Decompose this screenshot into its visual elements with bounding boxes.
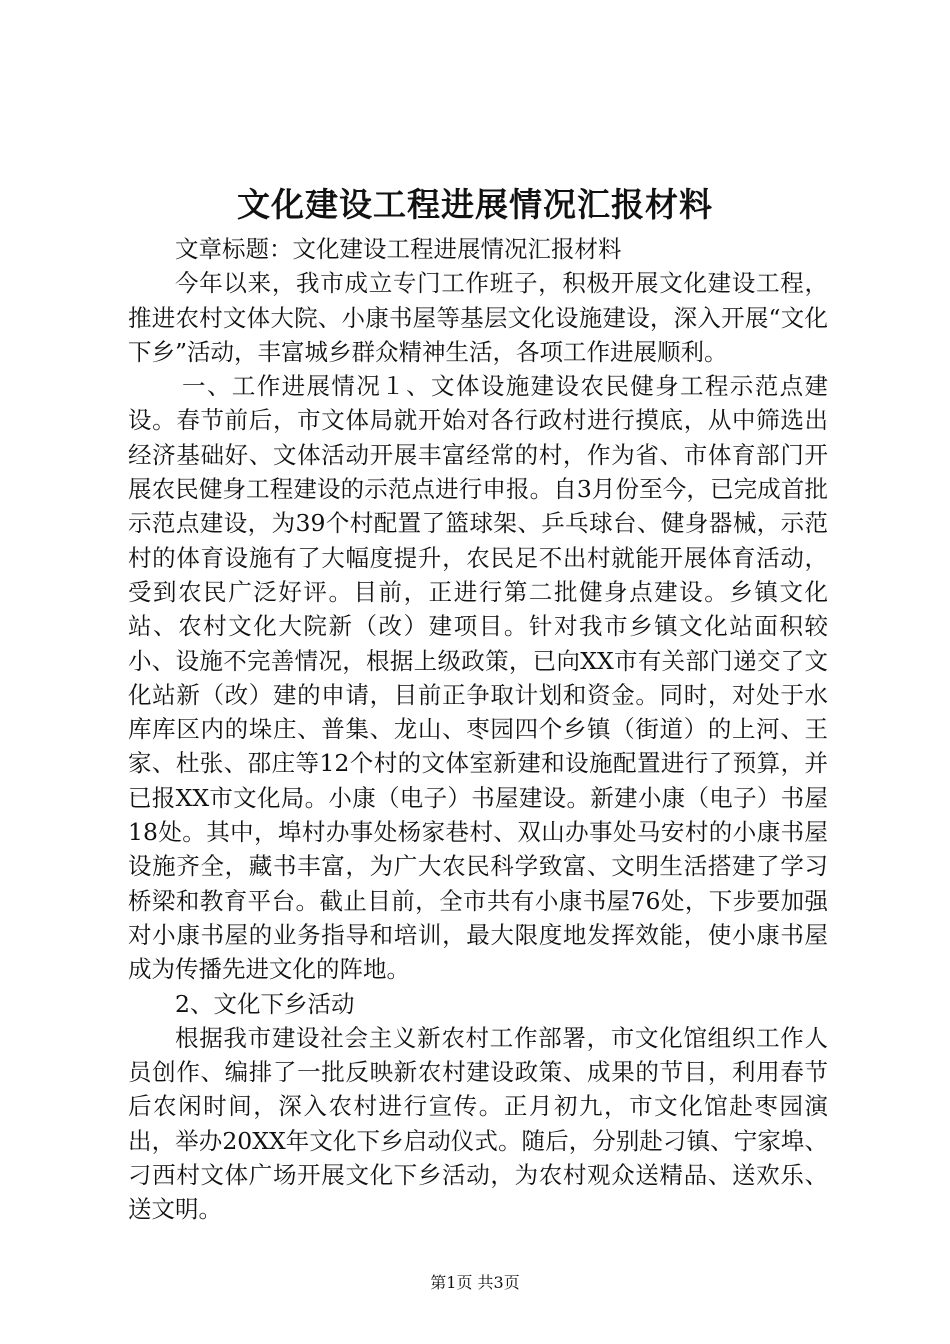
paragraph-heading-culture-to-countryside: 2、文化下乡活动: [175, 989, 355, 1018]
paragraph-culture-activities: 根据我市建设社会主义新农村工作部署，市文化馆组织工作人员创作、编排了一批反映新农村建设政策、成果的节目，利用春节后农闲时间，深入农村进行宣传。正月初九，市文化馆赴枣园演出，举办20XX年文化下乡启动仪式。随后，分别赴刁镇、宁家埠、刁西村文体广场开展文化下乡活动，为农村观众送精品、送欢乐、送文明。: [128, 1023, 828, 1224]
paragraph-progress: 一、工作进展情况１、文体设施建设农民健身工程示范点建设。春节前后，市文体局就开始对各行政村进行摸底，从中筛选出经济基础好、文体活动开展丰富经常的村，作为省、市体育部门开展农民健身工程建设的示范点进行申报。自3月份至今，已完成首批示范点建设，为39个村配置了篮球架、乒乓球台、健身器械，示范村的体育设施有了大幅度提升，农民足不出村就能开展体育活动，受到农民广泛好评。目前，正进行第二批健身点建设。乡镇文化站、农村文化大院新（改）建项目。针对我市乡镇文化站面积较小、设施不完善情况，根据上级政策，已向XX市有关部门递交了文化站新（改）建的申请，目前正争取计划和资金。同时，对处于水库库区内的垛庄、普集、龙山、枣园四个乡镇（街道）的上河、王家、杜张、邵庄等12个村的文体室新建和设施配置进行了预算，并已报XX市文化局。小康（电子）书屋建设。新建小康（电子）书屋18处。其中，埠村办事处杨家巷村、双山办事处马安村的小康书屋设施齐全，藏书丰富，为广大农民科学致富、文明生活搭建了学习桥梁和教育平台。截止目前，全市共有小康书屋76处，下步要加强对小康书屋的业务指导和培训，最大限度地发挥效能，使小康书屋成为传播先进文化的阵地。: [128, 372, 828, 984]
paragraph-intro: 今年以来，我市成立专门工作班子，积极开展文化建设工程，推进农村文体大院、小康书屋等基层文化设施建设，深入开展“文化下乡”活动，丰富城乡群众精神生活，各项工作进展顺利。: [128, 269, 828, 366]
document-title: 文化建设工程进展情况汇报材料: [237, 185, 713, 224]
page-number-footer: 第1页 共3页: [430, 1273, 520, 1292]
document-body: [128, 232, 828, 1227]
paragraph-article-title: 文章标题：文化建设工程进展情况汇报材料: [175, 235, 622, 263]
